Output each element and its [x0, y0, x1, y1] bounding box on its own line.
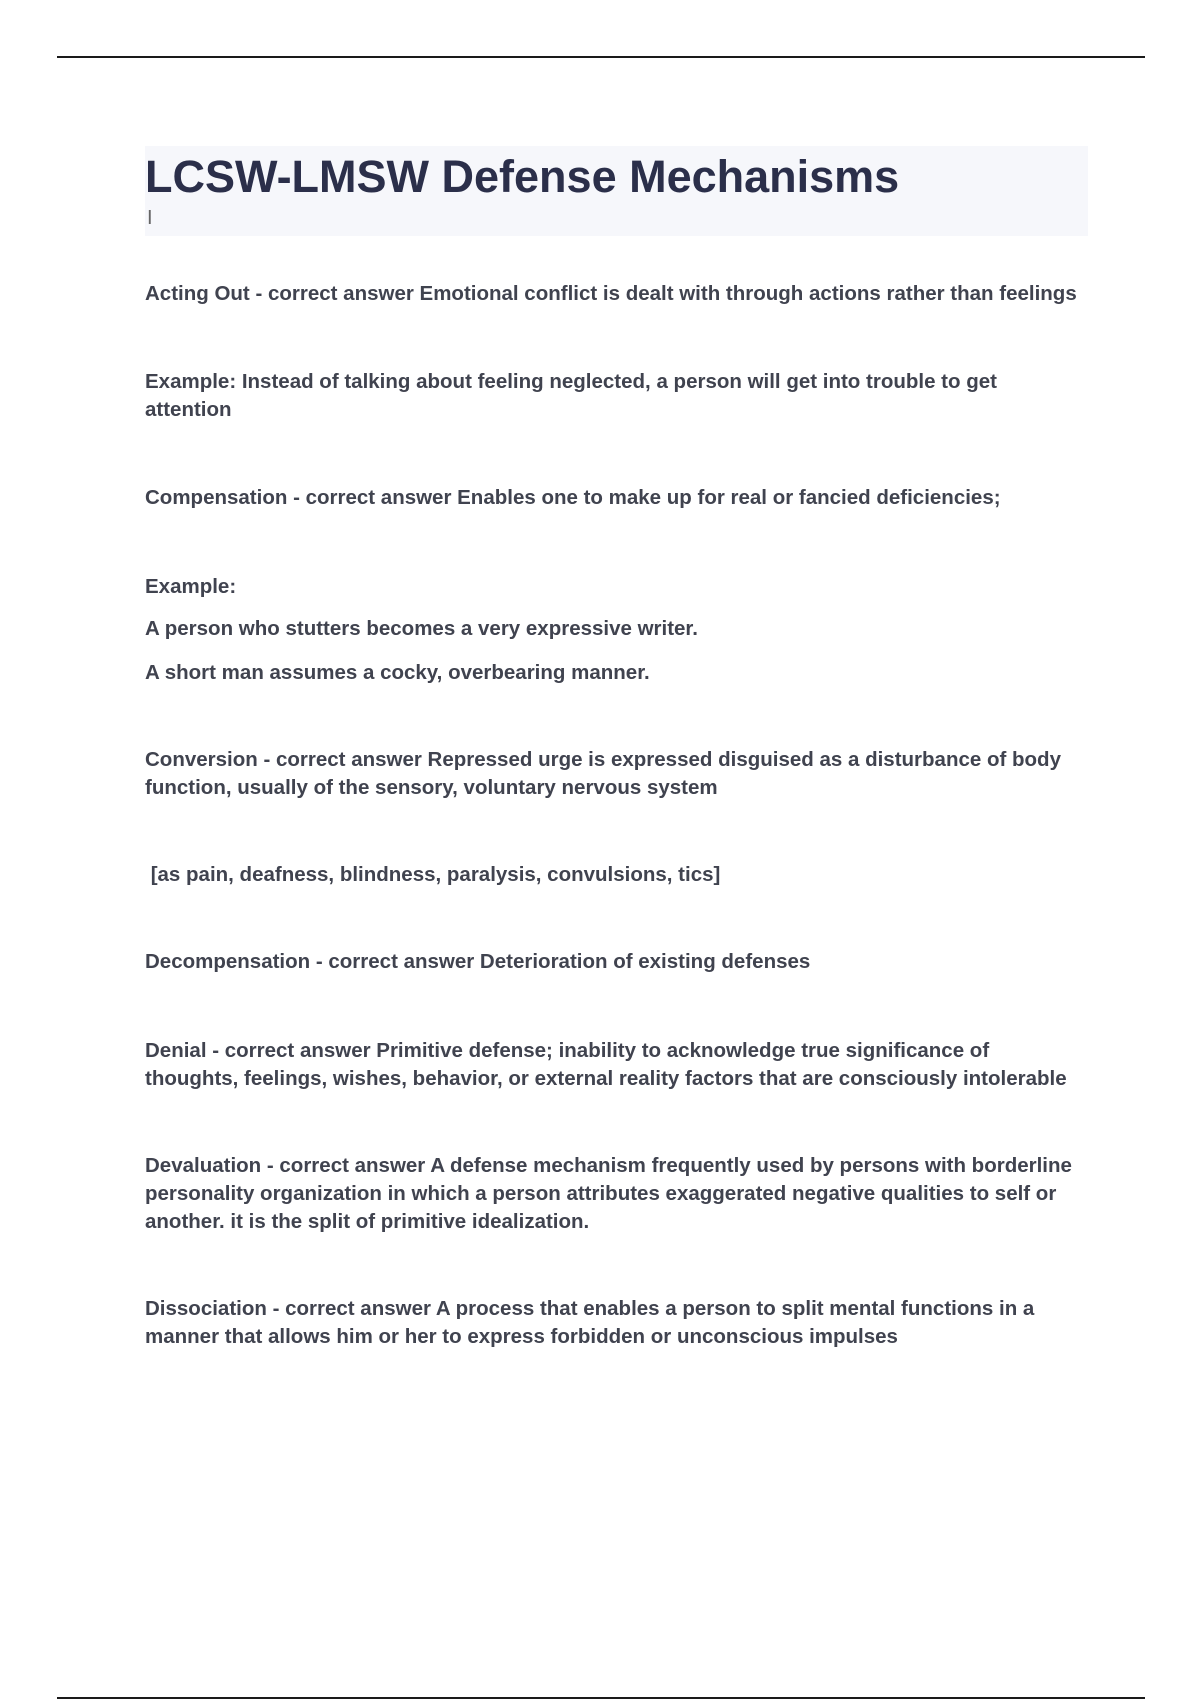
paragraph-conversion: Conversion - correct answer Repressed urge is expressed disguised as a disturbance of body function, usually of the sensory, voluntary nervous system — [145, 748, 1061, 799]
document-body — [145, 280, 1085, 1351]
paragraph-devaluation: Devaluation - correct answer A defense mechanism frequently used by persons with borderline personality organization in which a person attributes exaggerated negative qualities to self or another. it is the split of primitive idealization. — [145, 1154, 1072, 1233]
paragraph-compensation-example-label: Example: — [145, 575, 237, 598]
paragraph-decompensation: Decompensation - correct answer Deterioration of existing defenses — [145, 950, 811, 973]
paragraph-conversion-examples: [as pain, deafness, blindness, paralysis, convulsions, tics] — [145, 863, 721, 886]
paragraph-acting-out: Acting Out - correct answer Emotional conflict is dealt with through actions rather than feelings — [145, 282, 1077, 305]
document-title: LCSW-LMSW Defense Mechanisms — [145, 151, 900, 202]
title-box — [145, 146, 1088, 236]
paragraph-acting-out-example: Example: Instead of talking about feeling neglected, a person will get into trouble to get attention — [145, 370, 997, 421]
paragraph-compensation: Compensation - correct answer Enables one to make up for real or fancied deficiencies; — [145, 486, 1001, 509]
paragraph-compensation-example-1: A person who stutters becomes a very expressive writer. — [145, 617, 698, 640]
title-caret: I — [147, 207, 153, 229]
paragraph-denial: Denial - correct answer Primitive defense; inability to acknowledge true significance of thoughts, feelings, wishes, behavior, or external reality factors that are consciously intolerable — [145, 1039, 1067, 1090]
paragraph-dissociation: Dissociation - correct answer A process that enables a person to split mental functions in a manner that allows him or her to express forbidden or unconscious impulses — [145, 1297, 1035, 1348]
top-rule — [57, 56, 1145, 58]
paragraph-compensation-example-2: A short man assumes a cocky, overbearing manner. — [145, 661, 650, 684]
bottom-rule — [57, 1697, 1145, 1699]
